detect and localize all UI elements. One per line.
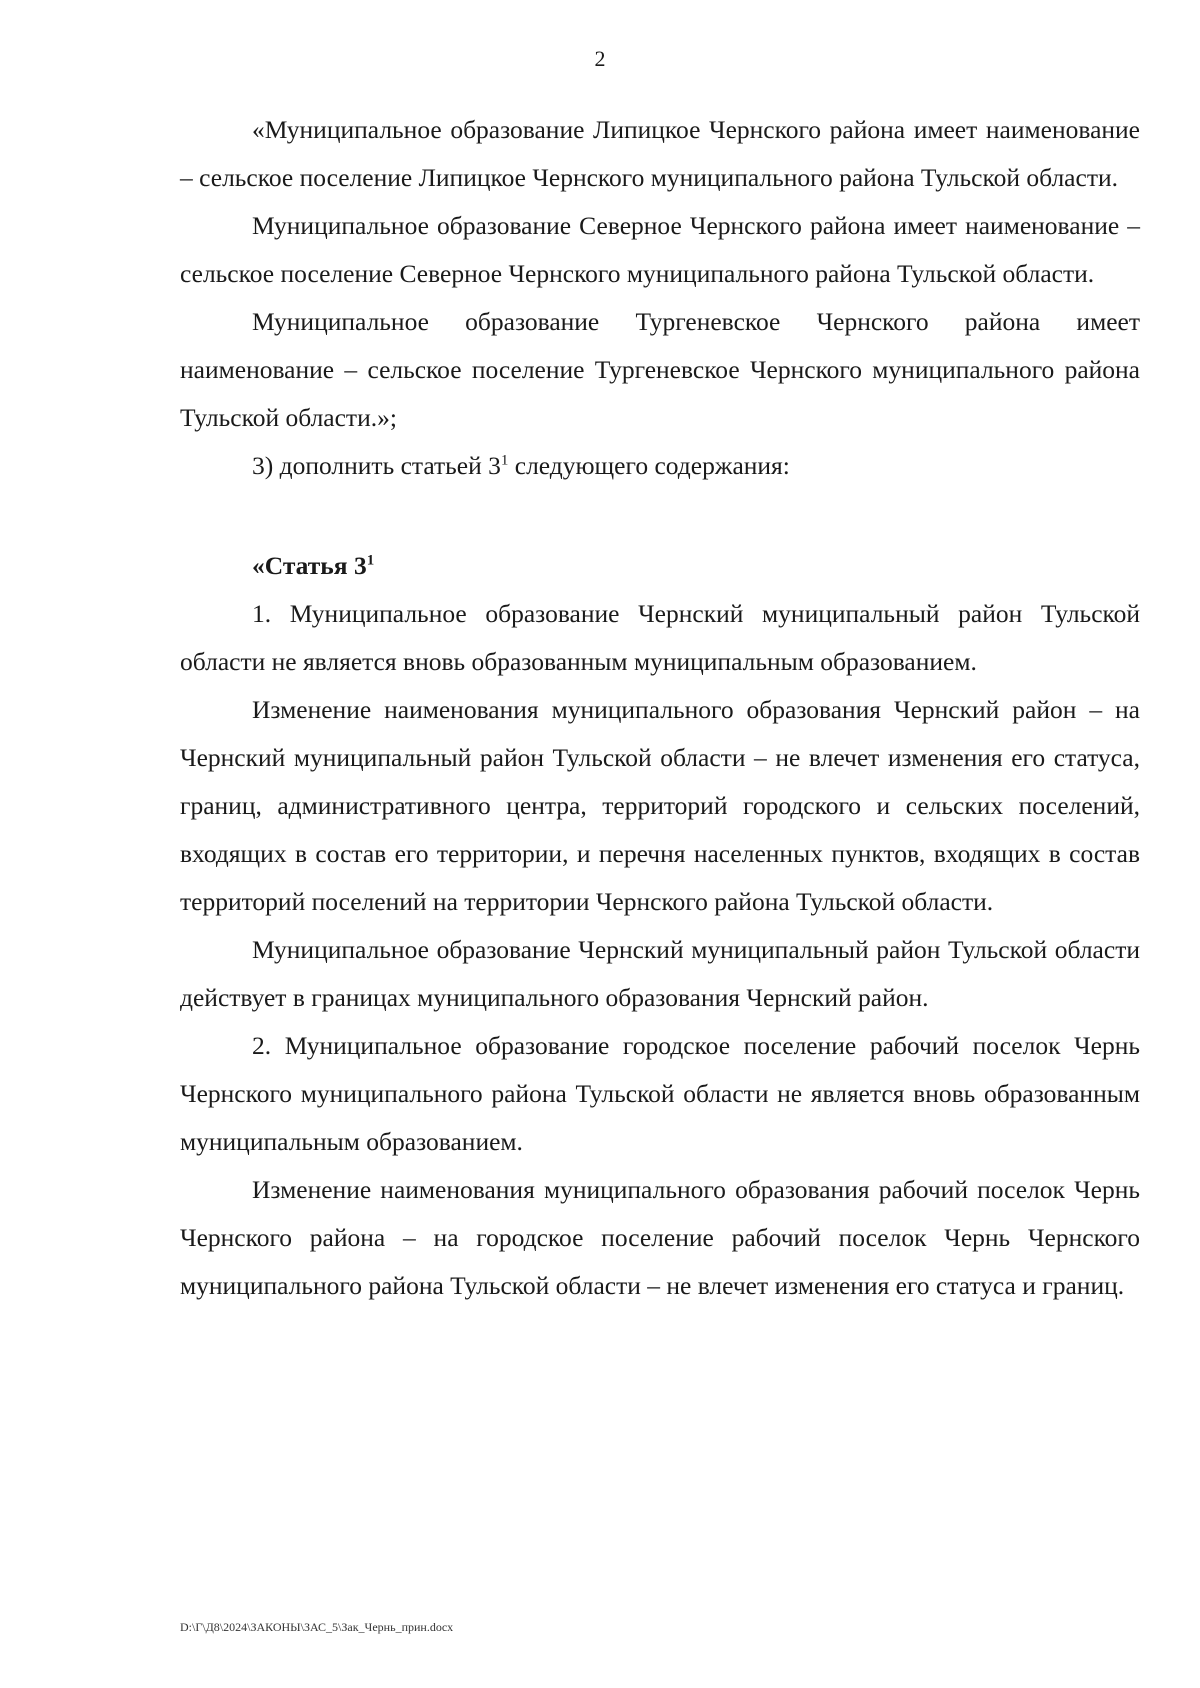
paragraph-lipitskoe: «Муниципальное образование Липицкое Чернского района имеет наименование – сельское поселение Липицкое Чернского муниципального района Тульской области.: [180, 115, 1140, 192]
article-heading: [180, 542, 1140, 590]
article-clause-1-rename: Изменение наименования муниципального образования Чернский район – на Чернский муниципальный район Тульской области – не влечет изменения его статуса, границ, административного центра, территорий городского и сельских поселений, входящих в состав его территории, и перечня населенных пунктов, входящих в состав территорий поселений на территории Чернского района Тульской области.: [180, 695, 1140, 916]
paragraph-severnoe: Муниципальное образование Северное Чернского района имеет наименование – сельское поселение Северное Чернского муниципального района Тульской области.: [180, 211, 1140, 288]
article-clause-1: 1. Муниципальное образование Чернский муниципальный район Тульской области не является вновь образованным муниципальным образованием.: [180, 599, 1140, 676]
article-clause-1-boundaries: Муниципальное образование Чернский муниципальный район Тульской области действует в границах муниципального образования Чернский район.: [180, 935, 1140, 1012]
page-number: 2: [594, 46, 606, 71]
paragraph-turgenevskoe: Муниципальное образование Тургеневское Чернского района имеет наименование – сельское поселение Тургеневское Чернского муниципального района Тульской области.»;: [180, 307, 1140, 432]
article-clause-2-rename: Изменение наименования муниципального образования рабочий поселок Чернь Чернского района – на городское поселение рабочий поселок Чернь Чернского муниципального района Тульской области – не влечет изменения его статуса и границ.: [180, 1175, 1140, 1300]
item3-superscript: 1: [500, 452, 509, 469]
amendment-item-3: [180, 442, 1140, 490]
item3-text-after: следующего содержания:: [508, 451, 790, 480]
article-clause-2: 2. Муниципальное образование городское поселение рабочий поселок Чернь Чернского муниципального района Тульской области не является вновь образованным муниципальным образованием.: [180, 1031, 1140, 1156]
document-body: [180, 106, 1140, 1310]
article-heading-superscript: 1: [366, 552, 375, 569]
article-heading-text: «Статья 3: [252, 551, 367, 580]
footer-file-path: D:\Г\Д8\2024\ЗАКОНЫ\ЗАС_5\Зак_Чернь_прин.docx: [180, 1620, 454, 1634]
item3-text-before: 3) дополнить статьей 3: [252, 451, 501, 480]
section-spacer: [180, 490, 1140, 542]
